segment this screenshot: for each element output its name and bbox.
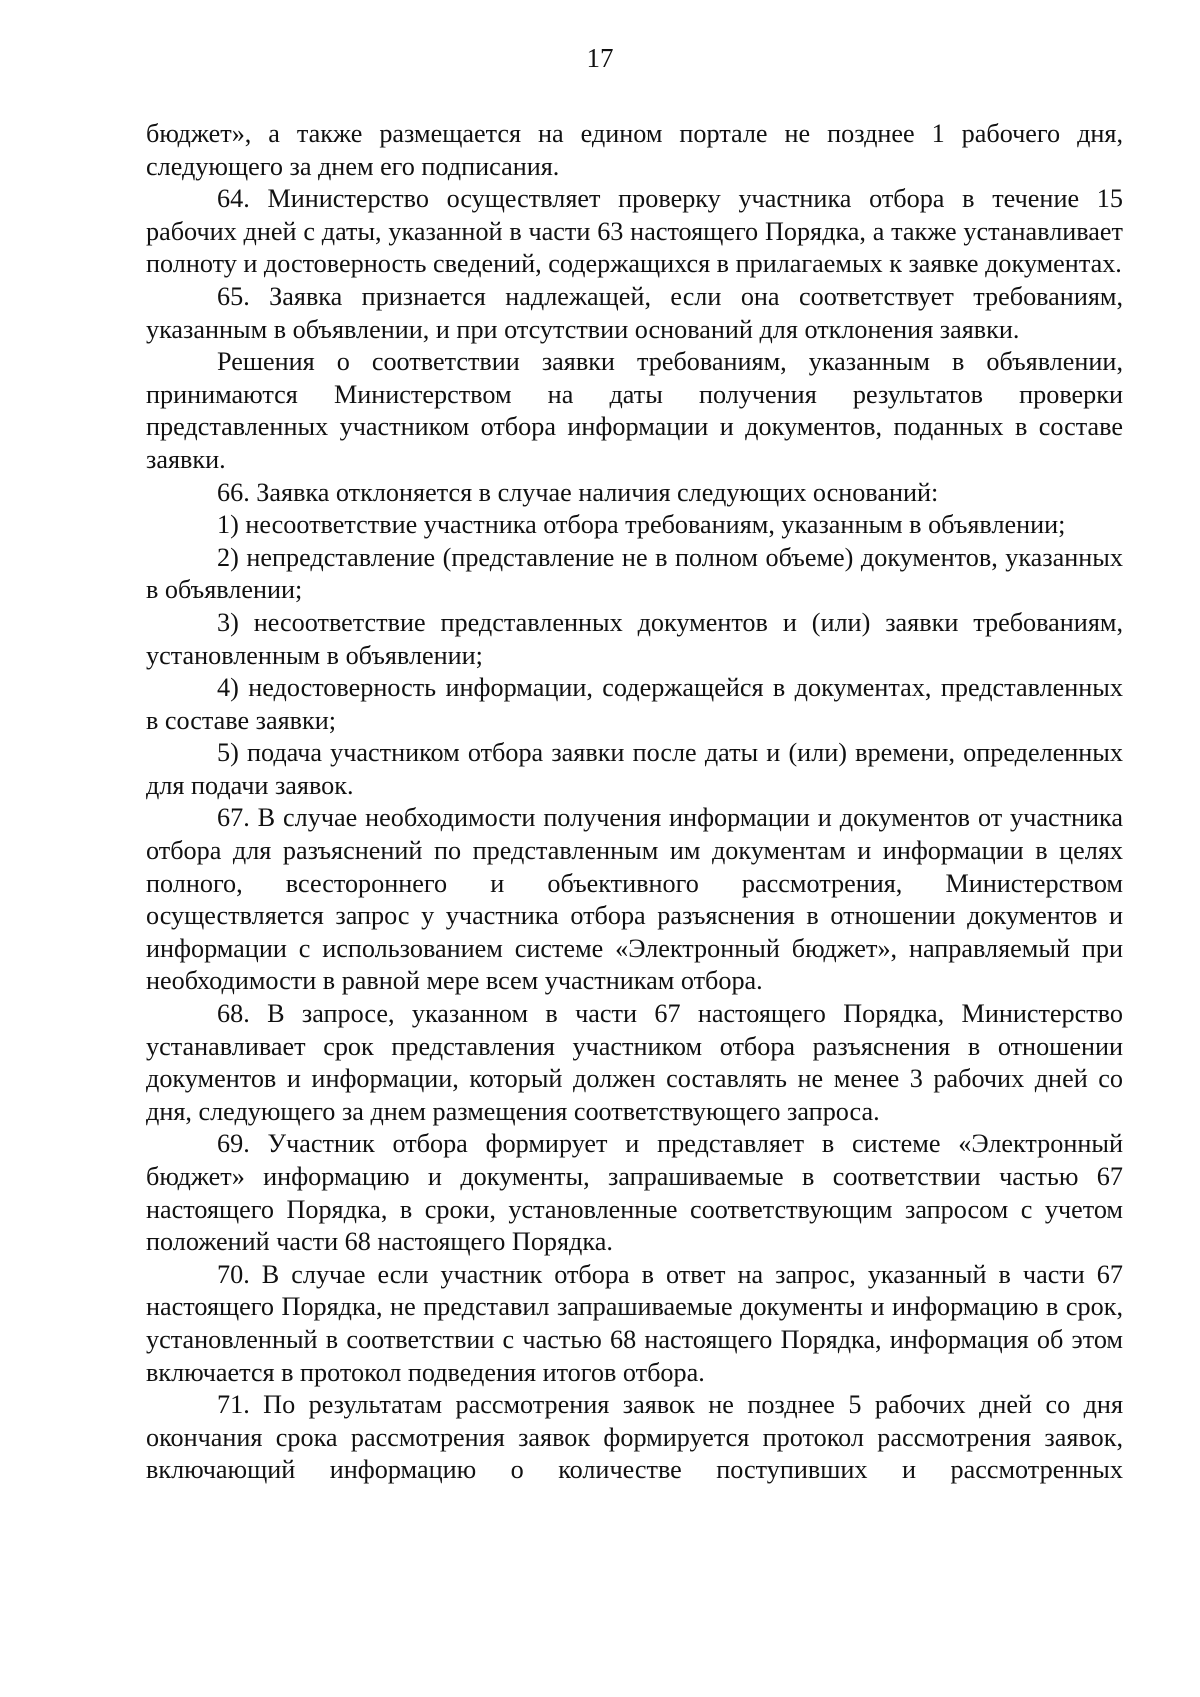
paragraph-65: 65. Заявка признается надлежащей, если она соответствует требованиям, указанным в объявлении, и при отсутствии оснований для отклонения заявки. <box>146 281 1123 344</box>
list-item-66-2: 2) непредставление (представление не в полном объеме) документов, указанных в объявлении; <box>146 542 1123 605</box>
paragraph-69: 69. Участник отбора формирует и представляет в системе «Электронный бюджет» информацию и документы, запрашиваемые в соответствии частью 67 настоящего Порядка, в сроки, установленные соответствующим запросом с учетом положений части 68 настоящего Порядка. <box>146 1129 1123 1257</box>
list-item-66-5: 5) подача участником отбора заявки после даты и (или) времени, определенных для подачи заявок. <box>146 738 1123 800</box>
paragraph-71: 71. По результатам рассмотрения заявок не позднее 5 рабочих дней со дня окончания срока рассмотрения заявок формируется протокол рассмотрения заявок, включающий информацию о количестве поступивших и рассмотренных <box>146 1390 1123 1485</box>
document-body <box>146 118 1123 1487</box>
paragraph-64: 64. Министерство осуществляет проверку участника отбора в течение 15 рабочих дней с даты, указанной в части 63 настоящего Порядка, а также устанавливает полноту и достоверность сведений, содержащихся в прилагаемых к заявке документах. <box>146 184 1123 279</box>
paragraph-65-decision: Решения о соответствии заявки требованиям, указанным в объявлении, принимаются Министерством на даты получения результатов проверки представленных участником отбора информации и документов, поданных в составе заявки. <box>146 347 1123 474</box>
list-item-66-1: 1) несоответствие участника отбора требованиям, указанным в объявлении; <box>217 510 1066 540</box>
paragraph-66: 66. Заявка отклоняется в случае наличия следующих оснований: <box>217 477 939 507</box>
list-item-66-3: 3) несоответствие представленных документов и (или) заявки требованиям, установленным в объявлении; <box>146 607 1123 670</box>
paragraph-68: 68. В запросе, указанном в части 67 настоящего Порядка, Министерство устанавливает срок представления участником отбора разъяснения в отношении документов и информации, который должен составлять не менее 3 рабочих дней со дня, следующего за днем размещения соответствующего запроса. <box>146 999 1123 1126</box>
paragraph-70: 70. В случае если участник отбора в ответ на запрос, указанный в части 67 настоящего Порядка, не представил запрашиваемые документы и информацию в срок, установленный в соответствии с частью 68 настоящего Порядка, информация об этом включается в протокол подведения итогов отбора. <box>146 1259 1123 1387</box>
paragraph-continuation: бюджет», а также размещается на едином портале не позднее 1 рабочего дня, следующего за днем его подписания. <box>146 119 1123 181</box>
list-item-66-4: 4) недостоверность информации, содержащейся в документах, представленных в составе заявки; <box>146 673 1123 735</box>
paragraph-67: 67. В случае необходимости получения информации и документов от участника отбора для разъяснений по представленным им документам и информации в целях полного, всестороннего и объективного рассмотрения, Министерством осуществляется запрос у участника отбора разъяснения в отношении документов и информации с использованием системе «Электронный бюджет», направляемый при необходимости в равной мере всем участникам отбора. <box>146 803 1123 996</box>
page-number: 17 <box>586 43 614 73</box>
